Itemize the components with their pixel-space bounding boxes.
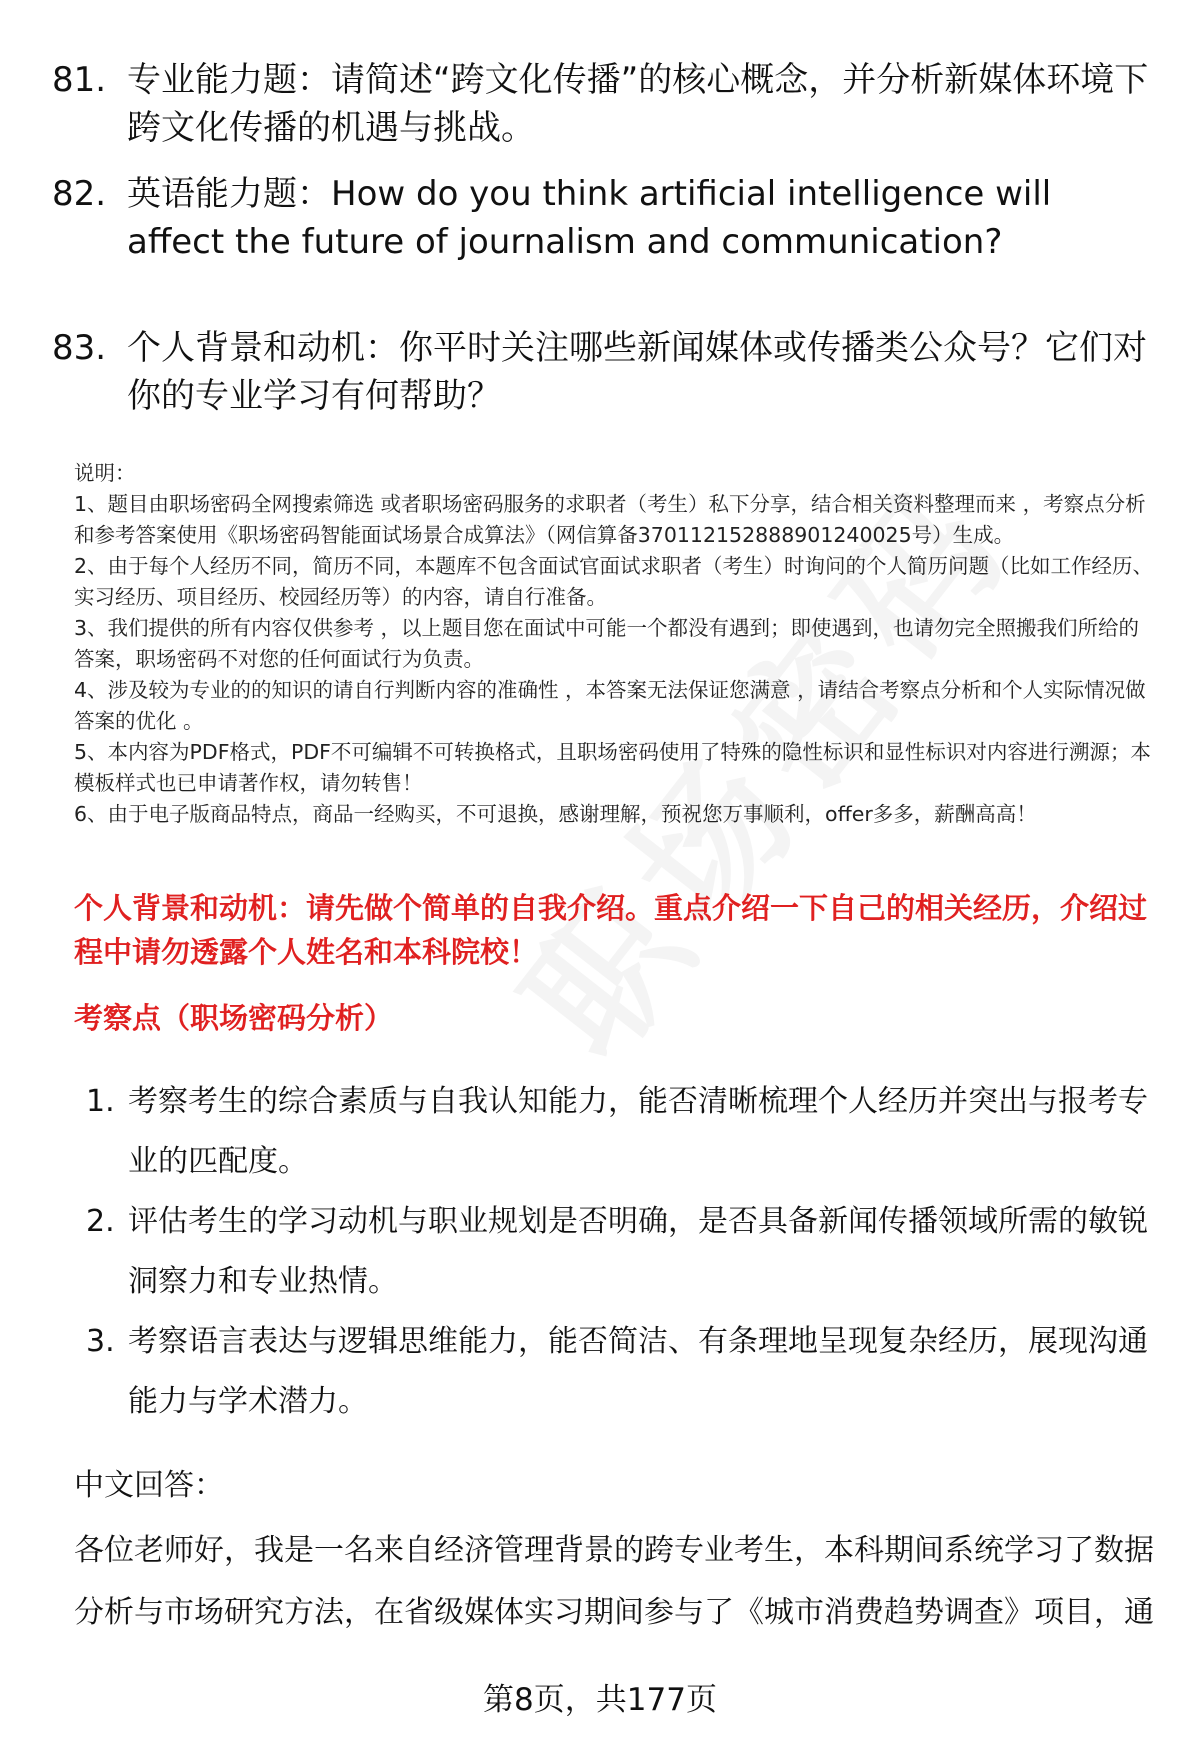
question-82 bbox=[52, 170, 1152, 266]
answer-text: 各位老师好，我是一名来自经济管理背景的跨专业考生，本科期间系统学习了数据分析与市场研究方法，在省级媒体实习期间参与了《城市消费趋势调查》项目，通 bbox=[74, 1533, 1154, 1630]
list-item-text: 评估考生的学习动机与职业规划是否明确，是否具备新闻传播领域所需的敏锐洞察力和专业热情。 bbox=[128, 1204, 1148, 1299]
list-item-text: 考察考生的综合素质与自我认知能力，能否清晰梳理个人经历并突出与报考专业的匹配度。 bbox=[128, 1084, 1148, 1179]
question-heading: 个人背景和动机：请先做个简单的自我介绍。重点介绍一下自己的相关经历，介绍过程中请勿透露个人姓名和本科院校！ bbox=[74, 891, 1148, 969]
notes-title: 说明： bbox=[74, 461, 136, 485]
question-number: 82. bbox=[52, 174, 107, 214]
question-text: 个人背景和动机：你平时关注哪些新闻媒体或传播类公众号？它们对你的专业学习有何帮助？ bbox=[127, 328, 1147, 416]
question-number: 81. bbox=[52, 60, 107, 100]
list-item-number: 3. bbox=[86, 1324, 115, 1359]
note-item: 5、本内容为PDF格式，PDF不可编辑不可转换格式，且职场密码使用了特殊的隐性标识和显性标识对内容进行溯源；本模板样式也已申请著作权，请勿转售！ bbox=[74, 740, 1151, 795]
list-item-text: 考察语言表达与逻辑思维能力，能否简洁、有条理地呈现复杂经历，展现沟通能力与学术潜力。 bbox=[128, 1324, 1148, 1419]
question-number: 83. bbox=[52, 328, 107, 368]
list-item bbox=[74, 1312, 1156, 1432]
list-item-number: 2. bbox=[86, 1204, 115, 1239]
note-item: 3、我们提供的所有内容仅供参考 ，以上题目您在面试中可能一个都没有遇到；即使遇到，也请勿完全照搬我们所给的答案，职场密码不对您的任何面试行为负责。 bbox=[74, 616, 1140, 671]
analysis-heading: 考察点（职场密码分析） bbox=[74, 1001, 394, 1035]
note-item: 1、题目由职场密码全网搜索筛选 或者职场密码服务的求职者（考生）私下分享，结合相关资料整理而来 ，考察点分析和参考答案使用《职场密码智能面试场景合成算法》（网信算备370112152888901240025号）生成。 bbox=[74, 492, 1146, 547]
question-text: 英语能力题：How do you think artificial intelligence will affect the future of journalism and communication? bbox=[127, 174, 1052, 262]
question-83 bbox=[52, 324, 1152, 420]
list-item bbox=[74, 1192, 1156, 1312]
analysis-points-list bbox=[74, 1072, 1156, 1432]
page-footer: 第8页，共177页 bbox=[483, 1682, 717, 1718]
list-item bbox=[74, 1072, 1156, 1192]
note-item: 6、由于电子版商品特点，商品一经购买，不可退换，感谢理解，预祝您万事顺利，offer多多，薪酬高高！ bbox=[74, 802, 1037, 826]
answer-label: 中文回答： bbox=[74, 1468, 224, 1503]
note-item: 4、涉及较为专业的的知识的请自行判断内容的准确性 ，本答案无法保证您满意 ，请结合考察点分析和个人实际情况做答案的优化 。 bbox=[74, 678, 1146, 733]
question-text: 专业能力题：请简述“跨文化传播”的核心概念，并分析新媒体环境下跨文化传播的机遇与挑战。 bbox=[127, 60, 1149, 148]
question-81 bbox=[52, 56, 1152, 152]
note-item: 2、由于每个人经历不同，简历不同，本题库不包含面试官面试求职者（考生）时询问的个人简历问题（比如工作经历、实习经历、项目经历、校园经历等）的内容，请自行准备。 bbox=[74, 554, 1154, 609]
list-item-number: 1. bbox=[86, 1084, 115, 1119]
notes-block bbox=[74, 458, 1156, 830]
